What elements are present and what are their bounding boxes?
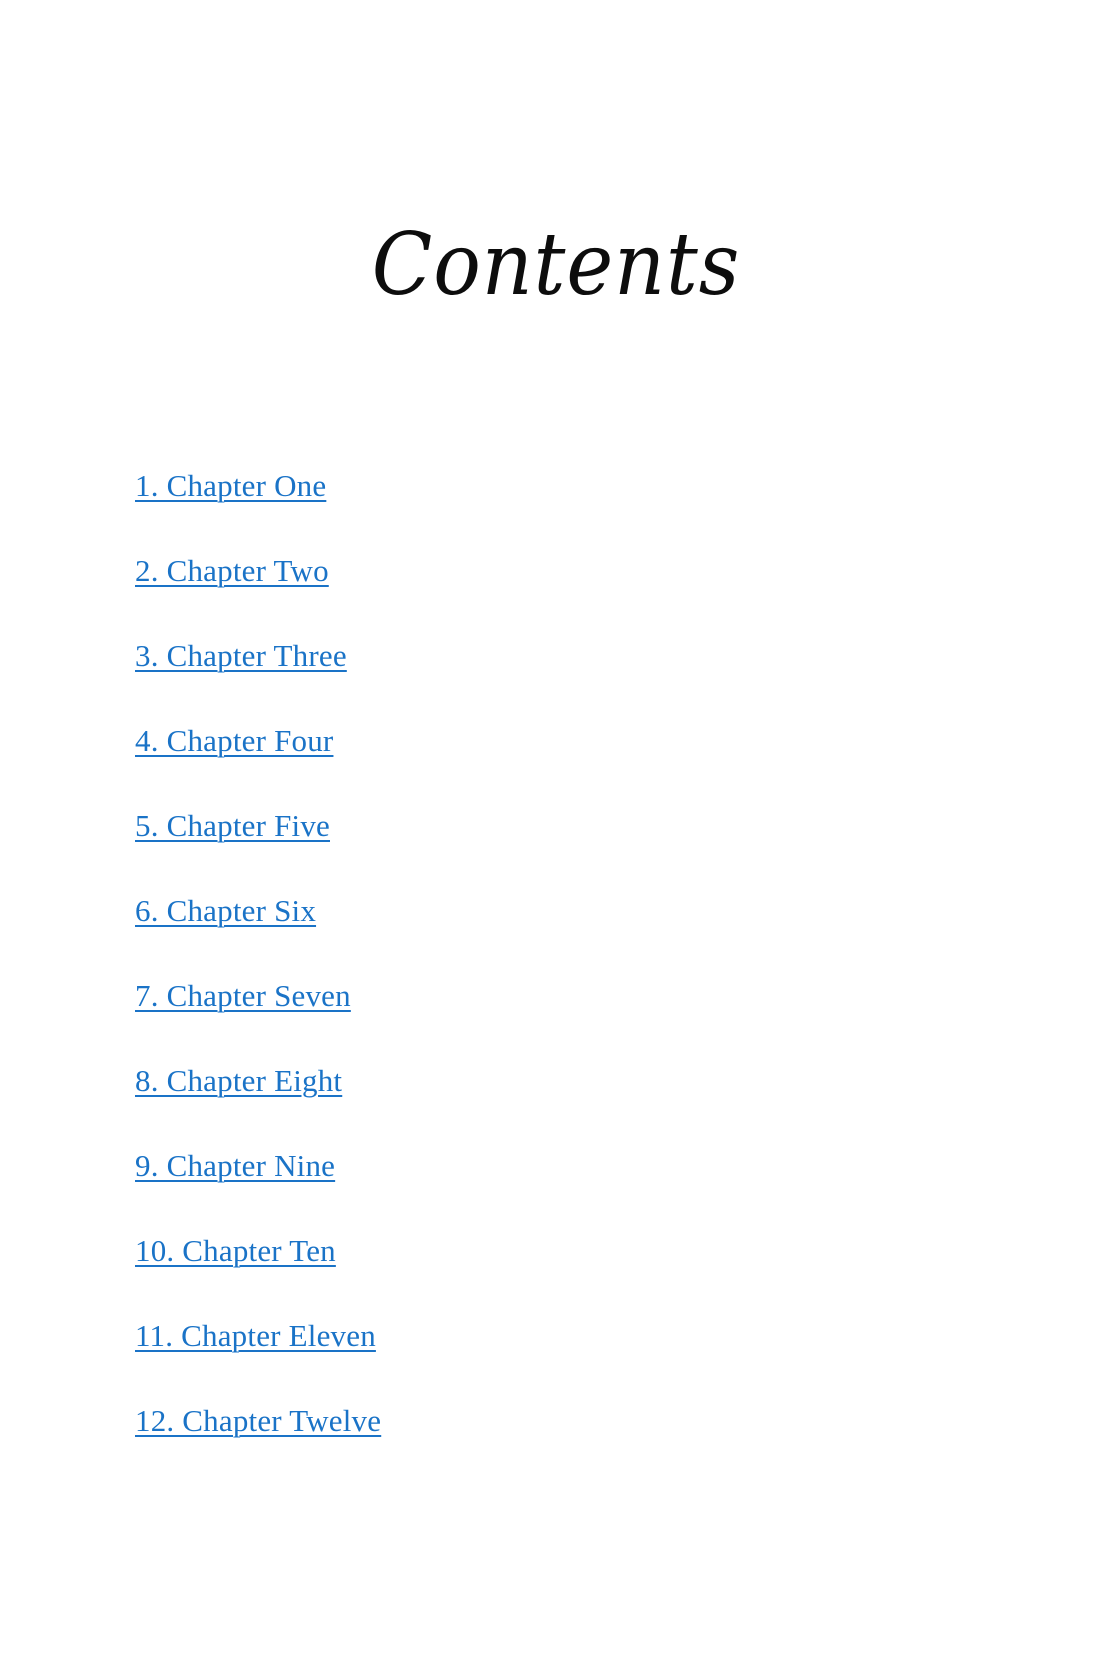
list-item <box>135 470 995 501</box>
list-item <box>135 640 995 671</box>
list-item <box>135 725 995 756</box>
toc-link-chapter-six[interactable]: 6. Chapter Six <box>135 893 317 928</box>
list-item <box>135 1065 995 1096</box>
list-item <box>135 1320 995 1351</box>
toc-link-chapter-three[interactable]: 3. Chapter Three <box>135 638 347 673</box>
toc-link-chapter-nine[interactable]: 9. Chapter Nine <box>135 1148 336 1183</box>
toc-link-chapter-seven[interactable]: 7. Chapter Seven <box>135 978 351 1013</box>
toc-link-chapter-ten[interactable]: 10. Chapter Ten <box>135 1233 336 1268</box>
list-item <box>135 1150 995 1181</box>
list-item <box>135 1405 995 1436</box>
toc-link-chapter-one[interactable]: 1. Chapter One <box>135 468 327 503</box>
toc-link-chapter-four[interactable]: 4. Chapter Four <box>135 723 334 758</box>
toc-link-chapter-five[interactable]: 5. Chapter Five <box>135 808 330 843</box>
table-of-contents-list <box>135 470 995 1490</box>
list-item <box>135 895 995 926</box>
toc-link-chapter-twelve[interactable]: 12. Chapter Twelve <box>135 1403 382 1438</box>
list-item <box>135 555 995 586</box>
toc-link-chapter-two[interactable]: 2. Chapter Two <box>135 553 329 588</box>
toc-link-chapter-eight[interactable]: 8. Chapter Eight <box>135 1063 343 1098</box>
list-item <box>135 1235 995 1266</box>
list-item <box>135 980 995 1011</box>
toc-link-chapter-eleven[interactable]: 11. Chapter Eleven <box>135 1318 376 1353</box>
page-title: Contents <box>371 215 741 315</box>
list-item <box>135 810 995 841</box>
